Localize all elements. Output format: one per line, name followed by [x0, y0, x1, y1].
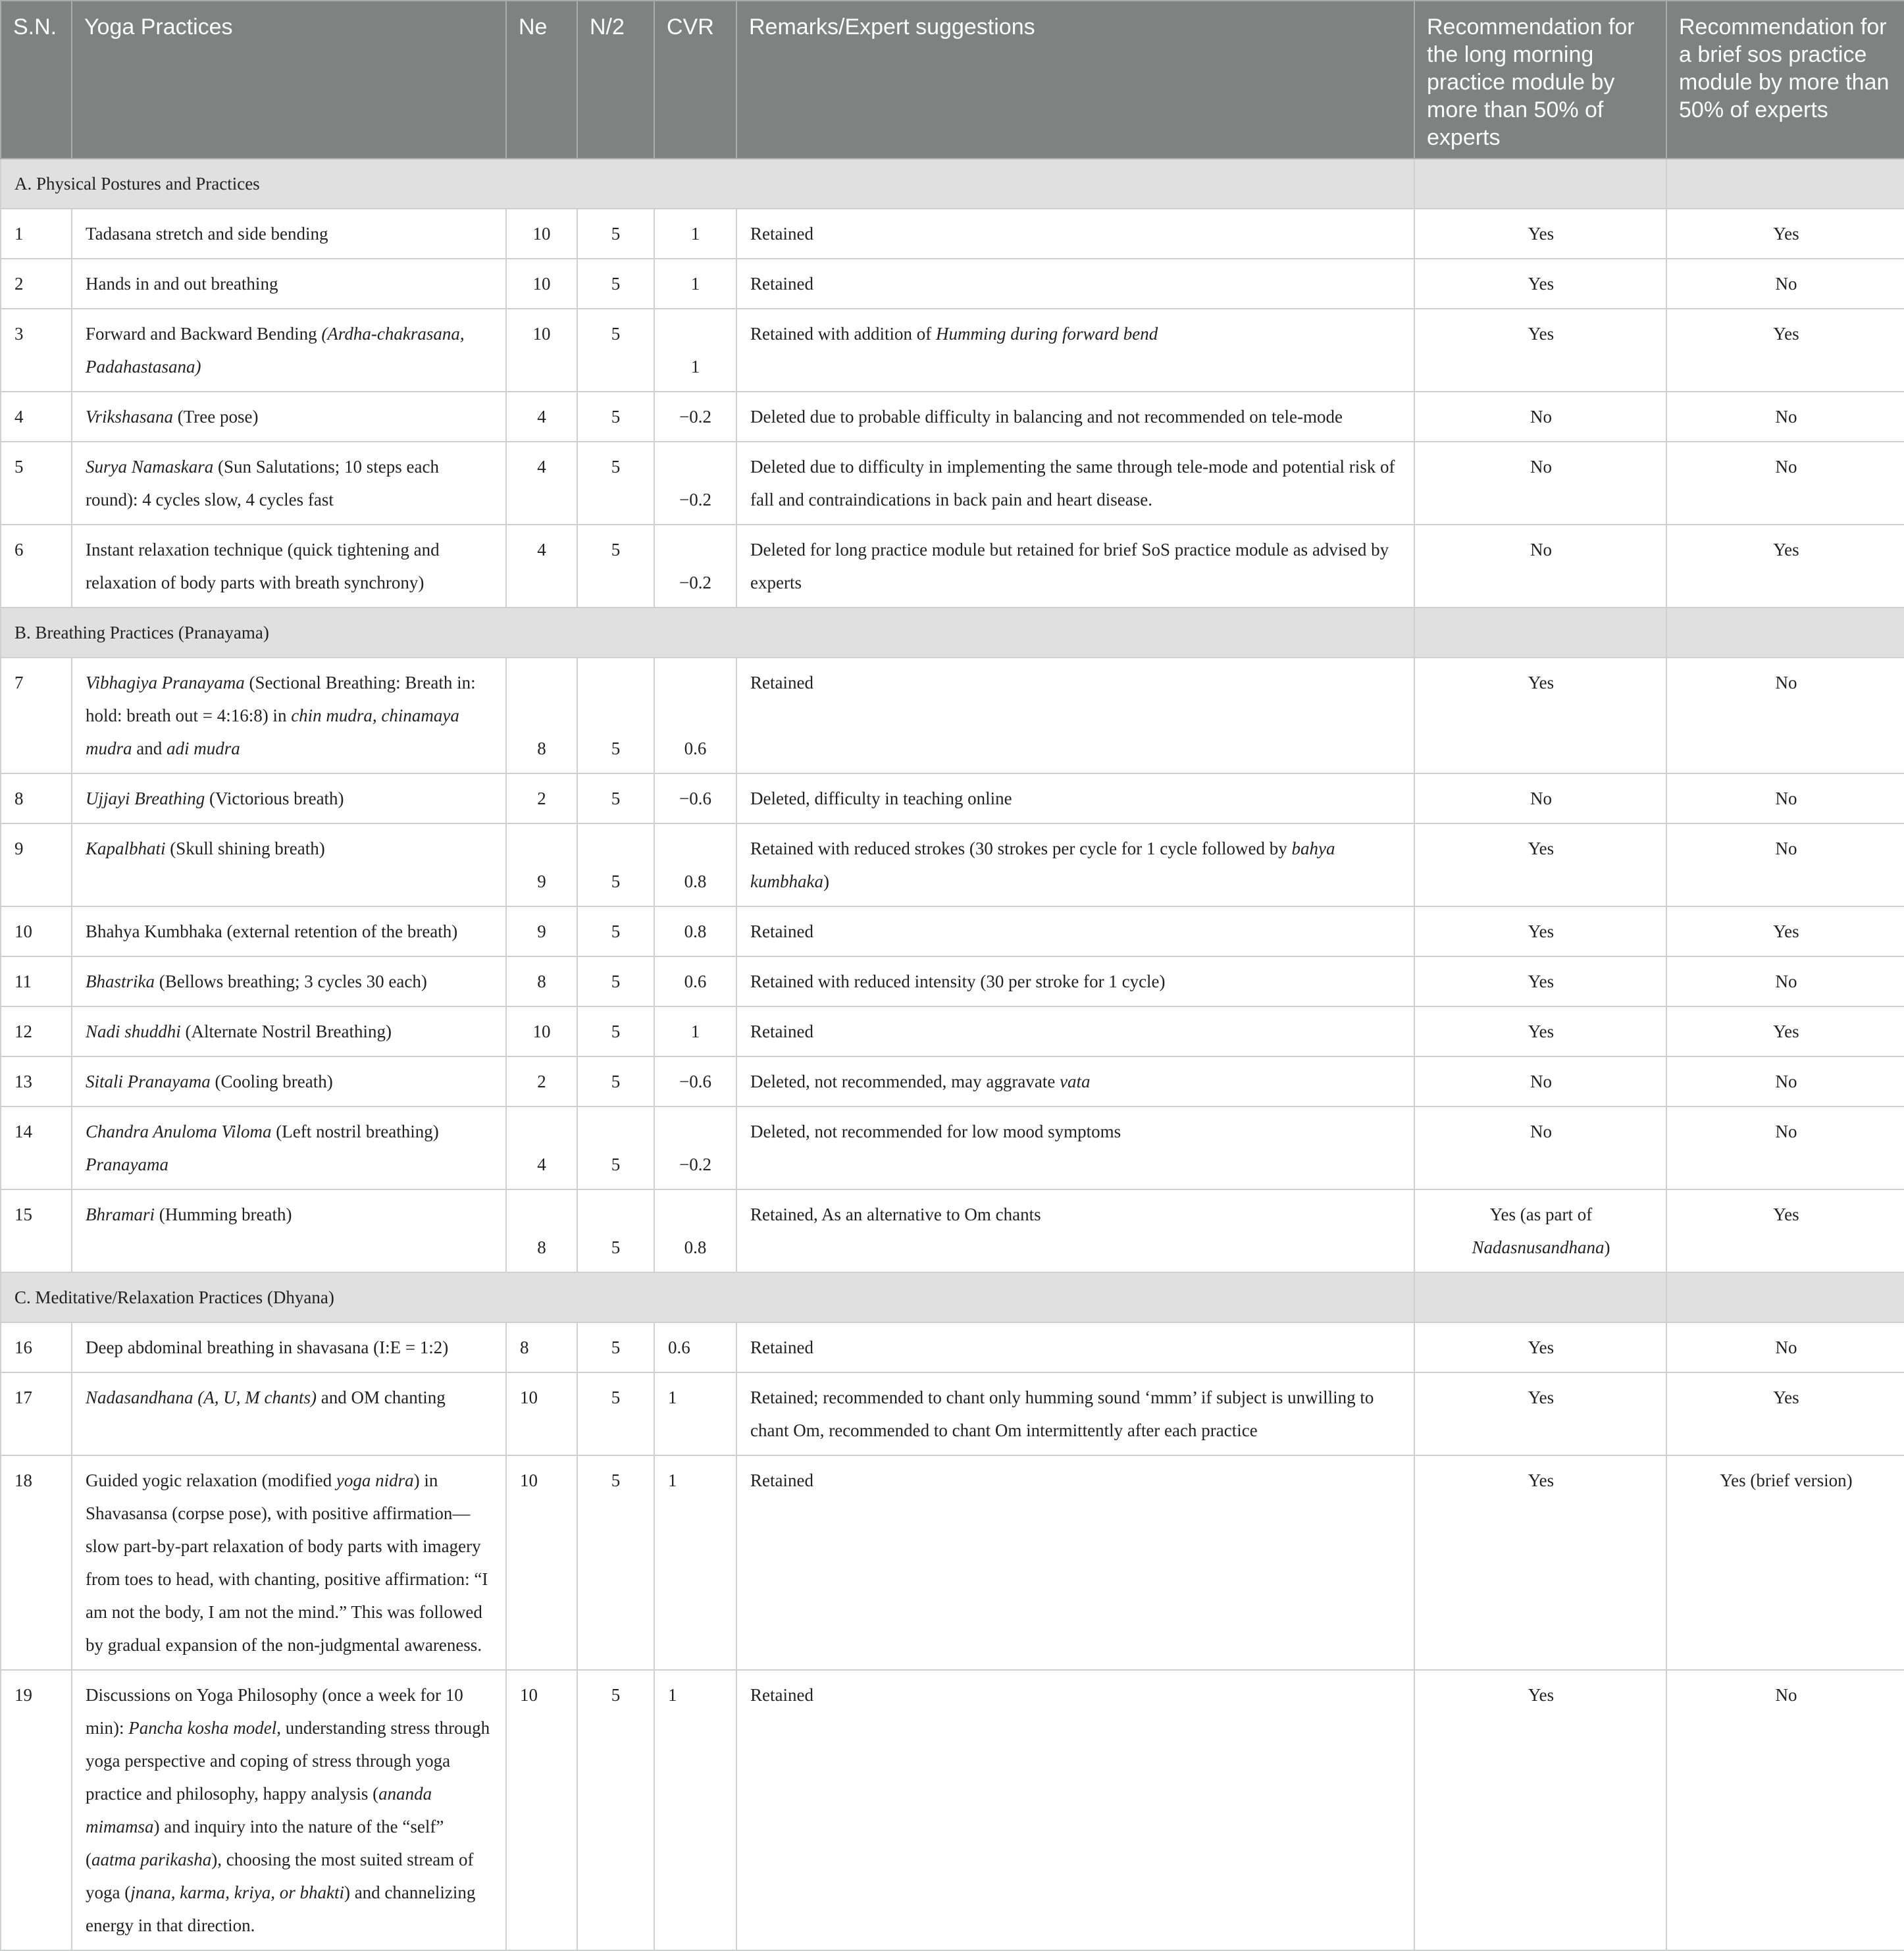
row-remarks: Retained	[736, 1455, 1414, 1670]
row-remarks: Retained	[736, 1322, 1414, 1372]
row-remarks: Retained with addition of Humming during forward bend	[736, 309, 1414, 392]
row-practice: Nadasandhana (A, U, M chants) and OM chanting	[72, 1372, 506, 1455]
row-n2: 5	[577, 956, 654, 1006]
row-sn: 2	[1, 259, 72, 309]
row-long: Yes	[1414, 209, 1666, 259]
row-sn: 12	[1, 1006, 72, 1056]
row-remarks: Retained	[736, 906, 1414, 956]
row-brief: No	[1666, 956, 1904, 1006]
row-ne: 10	[506, 1670, 577, 1950]
row-cvr: 0.8	[654, 906, 736, 956]
row-remarks: Deleted, not recommended, may aggravate vata	[736, 1056, 1414, 1106]
row-brief: No	[1666, 259, 1904, 309]
row-brief: No	[1666, 823, 1904, 906]
row-practice: Chandra Anuloma Viloma (Left nostril breathing) Pranayama	[72, 1106, 506, 1189]
table-row	[1, 1006, 1904, 1056]
row-cvr: 1	[654, 1455, 736, 1670]
row-remarks: Retained	[736, 1670, 1414, 1950]
row-practice: Bhastrika (Bellows breathing; 3 cycles 30 each)	[72, 956, 506, 1006]
row-n2: 5	[577, 658, 654, 773]
row-n2: 5	[577, 1189, 654, 1272]
row-sn: 16	[1, 1322, 72, 1372]
row-cvr: −0.2	[654, 525, 736, 608]
table-row	[1, 658, 1904, 773]
table-row	[1, 442, 1904, 525]
row-n2: 5	[577, 442, 654, 525]
row-sn: 8	[1, 773, 72, 823]
header-row	[1, 1, 1904, 159]
row-long: Yes	[1414, 956, 1666, 1006]
row-brief: Yes	[1666, 1006, 1904, 1056]
row-practice: Nadi shuddhi (Alternate Nostril Breathing)	[72, 1006, 506, 1056]
row-remarks: Deleted, difficulty in teaching online	[736, 773, 1414, 823]
row-practice: Tadasana stretch and side bending	[72, 209, 506, 259]
header-remarks: Remarks/Expert suggestions	[736, 1, 1414, 159]
row-cvr: 0.6	[654, 658, 736, 773]
row-long: Yes	[1414, 1372, 1666, 1455]
row-practice: Kapalbhati (Skull shining breath)	[72, 823, 506, 906]
row-long: No	[1414, 442, 1666, 525]
row-cvr: 0.6	[654, 1322, 736, 1372]
table-row	[1, 1455, 1904, 1670]
row-n2: 5	[577, 1455, 654, 1670]
row-brief: Yes	[1666, 1372, 1904, 1455]
row-brief: Yes	[1666, 309, 1904, 392]
row-ne: 4	[506, 1106, 577, 1189]
row-ne: 8	[506, 1189, 577, 1272]
row-practice: Instant relaxation technique (quick tightening and relaxation of body parts with breath synchrony)	[72, 525, 506, 608]
header-cvr: CVR	[654, 1, 736, 159]
row-cvr: 1	[654, 1372, 736, 1455]
table-row	[1, 956, 1904, 1006]
row-remarks: Retained	[736, 209, 1414, 259]
row-cvr: −0.6	[654, 1056, 736, 1106]
row-remarks: Retained	[736, 658, 1414, 773]
row-remarks: Deleted due to difficulty in implementing the same through tele-mode and potential risk of fall and contraindications in back pain and heart disease.	[736, 442, 1414, 525]
row-cvr: 1	[654, 1006, 736, 1056]
row-long: No	[1414, 392, 1666, 442]
header-ne: Ne	[506, 1, 577, 159]
row-sn: 15	[1, 1189, 72, 1272]
row-ne: 8	[506, 1322, 577, 1372]
table-row	[1, 823, 1904, 906]
table-row	[1, 259, 1904, 309]
row-long: Yes	[1414, 259, 1666, 309]
row-long: No	[1414, 525, 1666, 608]
row-ne: 10	[506, 1006, 577, 1056]
row-practice: Bhahya Kumbhaka (external retention of the breath)	[72, 906, 506, 956]
header-sn: S.N.	[1, 1, 72, 159]
row-ne: 2	[506, 773, 577, 823]
table-row	[1, 773, 1904, 823]
section-row-meditative	[1, 1272, 1904, 1322]
header-long-module: Recommendation for the long morning practice module by more than 50% of experts	[1414, 1, 1666, 159]
row-brief: Yes (brief version)	[1666, 1455, 1904, 1670]
table-row	[1, 1056, 1904, 1106]
row-remarks: Retained; recommended to chant only humming sound ‘mmm’ if subject is unwilling to chant Om, recommended to chant Om intermittently after each practice	[736, 1372, 1414, 1455]
row-sn: 6	[1, 525, 72, 608]
row-ne: 10	[506, 1455, 577, 1670]
row-brief: No	[1666, 773, 1904, 823]
row-brief: No	[1666, 1106, 1904, 1189]
table-row	[1, 392, 1904, 442]
row-brief: No	[1666, 442, 1904, 525]
row-remarks: Retained with reduced strokes (30 strokes per cycle for 1 cycle followed by bahya kumbhaka)	[736, 823, 1414, 906]
row-ne: 10	[506, 259, 577, 309]
row-ne: 9	[506, 906, 577, 956]
row-brief: No	[1666, 392, 1904, 442]
row-cvr: −0.6	[654, 773, 736, 823]
section-title: B. Breathing Practices (Pranayama)	[1, 608, 1414, 658]
row-n2: 5	[577, 1006, 654, 1056]
table-row	[1, 906, 1904, 956]
row-brief: Yes	[1666, 525, 1904, 608]
row-practice: Deep abdominal breathing in shavasana (I:E = 1:2)	[72, 1322, 506, 1372]
row-cvr: 1	[654, 259, 736, 309]
header-practice: Yoga Practices	[72, 1, 506, 159]
row-cvr: 1	[654, 209, 736, 259]
row-practice: Hands in and out breathing	[72, 259, 506, 309]
table-row	[1, 525, 1904, 608]
row-practice: Vrikshasana (Tree pose)	[72, 392, 506, 442]
row-long: Yes	[1414, 309, 1666, 392]
row-practice: Guided yogic relaxation (modified yoga nidra) in Shavasansa (corpse pose), with positive affirmation—slow part-by-part relaxation of body parts with imagery from toes to head, with chanting, positive affirmation: “I am not the body, I am not the mind.” This was followed by gradual expansion of the non-judgmental awareness.	[72, 1455, 506, 1670]
row-cvr: −0.2	[654, 1106, 736, 1189]
row-n2: 5	[577, 1322, 654, 1372]
row-cvr: 1	[654, 1670, 736, 1950]
row-remarks: Deleted due to probable difficulty in balancing and not recommended on tele-mode	[736, 392, 1414, 442]
row-remarks: Retained	[736, 1006, 1414, 1056]
row-long: No	[1414, 773, 1666, 823]
row-practice: Discussions on Yoga Philosophy (once a week for 10 min): Pancha kosha model, understanding stress through yoga perspective and coping of stress through yoga practice and philosophy, happy analysis (ananda mimamsa) and inquiry into the nature of the “self” (aatma parikasha), choosing the most suited stream of yoga (jnana, karma, kriya, or bhakti) and channelizing energy in that direction.	[72, 1670, 506, 1950]
row-cvr: −0.2	[654, 392, 736, 442]
row-sn: 7	[1, 658, 72, 773]
header-brief-module: Recommendation for a brief sos practice module by more than 50% of experts	[1666, 1, 1904, 159]
row-ne: 10	[506, 209, 577, 259]
table-row	[1, 209, 1904, 259]
row-n2: 5	[577, 309, 654, 392]
row-n2: 5	[577, 1670, 654, 1950]
row-sn: 10	[1, 906, 72, 956]
row-practice: Surya Namaskara (Sun Salutations; 10 steps each round): 4 cycles slow, 4 cycles fast	[72, 442, 506, 525]
row-cvr: 0.6	[654, 956, 736, 1006]
row-remarks: Retained with reduced intensity (30 per stroke for 1 cycle)	[736, 956, 1414, 1006]
row-sn: 3	[1, 309, 72, 392]
row-brief: No	[1666, 1670, 1904, 1950]
row-long: Yes	[1414, 823, 1666, 906]
row-cvr: 0.8	[654, 823, 736, 906]
row-n2: 5	[577, 906, 654, 956]
section-title: A. Physical Postures and Practices	[1, 159, 1414, 209]
row-ne: 4	[506, 525, 577, 608]
row-sn: 1	[1, 209, 72, 259]
row-ne: 10	[506, 1372, 577, 1455]
row-sn: 9	[1, 823, 72, 906]
row-brief: No	[1666, 1056, 1904, 1106]
row-long: Yes	[1414, 1670, 1666, 1950]
row-practice: Forward and Backward Bending (Ardha-chakrasana, Padahastasana)	[72, 309, 506, 392]
row-cvr: 0.8	[654, 1189, 736, 1272]
table-row	[1, 1322, 1904, 1372]
row-long: Yes	[1414, 1006, 1666, 1056]
row-remarks: Retained, As an alternative to Om chants	[736, 1189, 1414, 1272]
row-sn: 5	[1, 442, 72, 525]
section-row-physical	[1, 159, 1904, 209]
row-long: Yes (as part of Nadasnusandhana)	[1414, 1189, 1666, 1272]
row-ne: 8	[506, 658, 577, 773]
row-n2: 5	[577, 1372, 654, 1455]
table-row	[1, 1372, 1904, 1455]
row-n2: 5	[577, 392, 654, 442]
row-long: Yes	[1414, 1322, 1666, 1372]
row-n2: 5	[577, 209, 654, 259]
row-long: Yes	[1414, 906, 1666, 956]
row-sn: 18	[1, 1455, 72, 1670]
row-sn: 13	[1, 1056, 72, 1106]
row-sn: 11	[1, 956, 72, 1006]
row-sn: 4	[1, 392, 72, 442]
row-long: No	[1414, 1106, 1666, 1189]
row-practice: Bhramari (Humming breath)	[72, 1189, 506, 1272]
row-long: Yes	[1414, 1455, 1666, 1670]
row-n2: 5	[577, 1106, 654, 1189]
row-brief: No	[1666, 658, 1904, 773]
table-row	[1, 1670, 1904, 1950]
row-n2: 5	[577, 773, 654, 823]
row-remarks: Deleted for long practice module but retained for brief SoS practice module as advised by experts	[736, 525, 1414, 608]
section-title: C. Meditative/Relaxation Practices (Dhyana)	[1, 1272, 1414, 1322]
row-sn: 19	[1, 1670, 72, 1950]
row-ne: 4	[506, 442, 577, 525]
row-cvr: 1	[654, 309, 736, 392]
row-ne: 8	[506, 956, 577, 1006]
row-remarks: Retained	[736, 259, 1414, 309]
row-brief: Yes	[1666, 209, 1904, 259]
row-remarks: Deleted, not recommended for low mood symptoms	[736, 1106, 1414, 1189]
row-n2: 5	[577, 1056, 654, 1106]
table-row	[1, 1106, 1904, 1189]
row-brief: Yes	[1666, 1189, 1904, 1272]
row-practice: Ujjayi Breathing (Victorious breath)	[72, 773, 506, 823]
row-ne: 9	[506, 823, 577, 906]
row-n2: 5	[577, 823, 654, 906]
row-sn: 17	[1, 1372, 72, 1455]
row-ne: 4	[506, 392, 577, 442]
row-practice: Sitali Pranayama (Cooling breath)	[72, 1056, 506, 1106]
row-brief: Yes	[1666, 906, 1904, 956]
row-long: Yes	[1414, 658, 1666, 773]
row-n2: 5	[577, 525, 654, 608]
row-ne: 10	[506, 309, 577, 392]
row-cvr: −0.2	[654, 442, 736, 525]
row-long: No	[1414, 1056, 1666, 1106]
row-practice: Vibhagiya Pranayama (Sectional Breathing: Breath in: hold: breath out = 4:16:8) in chin mudra, chinamaya mudra and adi mudra	[72, 658, 506, 773]
table-row	[1, 1189, 1904, 1272]
header-n2: N/2	[577, 1, 654, 159]
row-brief: No	[1666, 1322, 1904, 1372]
row-n2: 5	[577, 259, 654, 309]
row-sn: 14	[1, 1106, 72, 1189]
section-row-breathing	[1, 608, 1904, 658]
row-ne: 2	[506, 1056, 577, 1106]
table-row	[1, 309, 1904, 392]
